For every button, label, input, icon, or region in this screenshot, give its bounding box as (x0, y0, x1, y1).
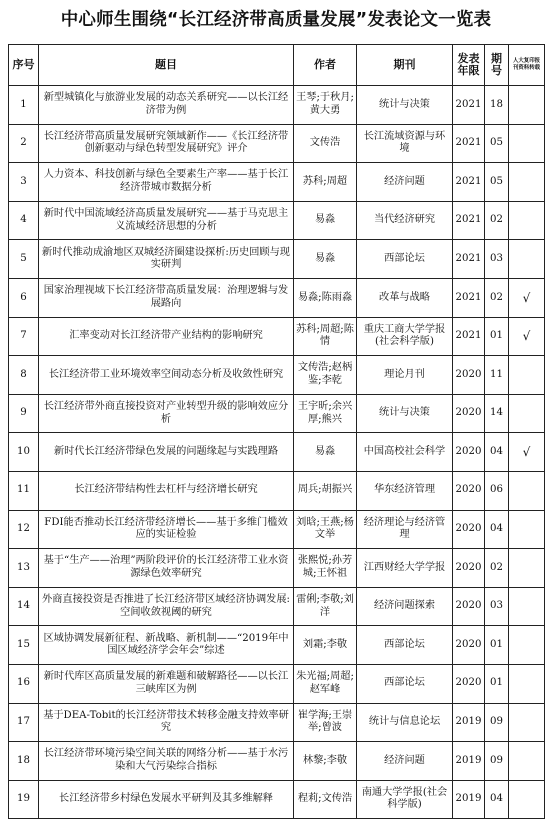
cell-no: 15 (9, 626, 39, 665)
cell-no: 5 (9, 240, 39, 279)
cell-reprint: √ (509, 317, 545, 356)
table-row (9, 742, 545, 781)
cell-author: 崔学海;王崇举;曾波 (294, 703, 357, 742)
cell-no: 12 (9, 510, 39, 549)
cell-issue: 02 (485, 549, 509, 588)
cell-year: 2020 (453, 433, 485, 472)
table-row (9, 201, 545, 240)
cell-reprint (509, 664, 545, 703)
cell-year: 2020 (453, 394, 485, 433)
header-year: 发表年限 (453, 45, 485, 86)
cell-no: 11 (9, 471, 39, 510)
cell-reprint (509, 549, 545, 588)
cell-no: 8 (9, 356, 39, 395)
cell-no: 4 (9, 201, 39, 240)
cell-journal: 西部论坛 (357, 664, 453, 703)
cell-year: 2020 (453, 471, 485, 510)
cell-journal: 西部论坛 (357, 240, 453, 279)
cell-reprint: √ (509, 433, 545, 472)
cell-issue: 14 (485, 394, 509, 433)
cell-reprint (509, 201, 545, 240)
cell-year: 2021 (453, 317, 485, 356)
cell-journal: 统计与决策 (357, 86, 453, 125)
cell-reprint (509, 394, 545, 433)
header-reprint: 人大复印报刊资料转载 (509, 45, 545, 86)
cell-title: 长江经济带乡村绿色发展水平研判及其多维解释 (39, 780, 294, 819)
cell-author: 王宇昕;余兴厚;熊兴 (294, 394, 357, 433)
cell-no: 16 (9, 664, 39, 703)
cell-author: 易淼 (294, 240, 357, 279)
cell-reprint (509, 356, 545, 395)
cell-no: 13 (9, 549, 39, 588)
cell-reprint (509, 703, 545, 742)
cell-author: 朱光福;周超;赵军峰 (294, 664, 357, 703)
cell-title: 人力资本、科技创新与绿色全要素生产率——基于长江经济带城市数据分析 (39, 163, 294, 202)
cell-title: 新时代库区高质量发展的新难题和破解路径——以长江三峡库区为例 (39, 664, 294, 703)
table-row (9, 626, 545, 665)
cell-title: 长江经济带环境污染空间关联的网络分析——基于水污染和大气污染综合指标 (39, 742, 294, 781)
cell-issue: 06 (485, 471, 509, 510)
cell-journal: 经济问题 (357, 163, 453, 202)
cell-author: 苏科;周超 (294, 163, 357, 202)
cell-issue: 02 (485, 201, 509, 240)
table-row (9, 86, 545, 125)
cell-issue: 05 (485, 124, 509, 163)
cell-no: 18 (9, 742, 39, 781)
cell-journal: 统计与决策 (357, 394, 453, 433)
cell-title: 汇率变动对长江经济带产业结构的影响研究 (39, 317, 294, 356)
cell-year: 2021 (453, 278, 485, 317)
table-row (9, 124, 545, 163)
cell-year: 2019 (453, 780, 485, 819)
cell-reprint (509, 240, 545, 279)
cell-title: 区域协调发展新征程、新战略、新机制——“2019年中国区域经济学会年会”综述 (39, 626, 294, 665)
table-row (9, 510, 545, 549)
cell-year: 2021 (453, 163, 485, 202)
cell-journal: 华东经济管理 (357, 471, 453, 510)
cell-title: 长江经济带高质量发展研究领域新作——《长江经济带创新驱动与绿色转型发展研究》评介 (39, 124, 294, 163)
cell-author: 易淼 (294, 433, 357, 472)
cell-year: 2021 (453, 86, 485, 125)
cell-author: 易淼;陈雨淼 (294, 278, 357, 317)
cell-title: 基于“生产——治理”两阶段评价的长江经济带工业水资源绿色效率研究 (39, 549, 294, 588)
cell-journal: 经济问题探索 (357, 587, 453, 626)
cell-reprint (509, 86, 545, 125)
cell-journal: 理论月刊 (357, 356, 453, 395)
header-no: 序号 (9, 45, 39, 86)
cell-author: 刘晗;王燕;杨文举 (294, 510, 357, 549)
papers-table (8, 44, 545, 819)
cell-journal: 经济问题 (357, 742, 453, 781)
cell-issue: 05 (485, 163, 509, 202)
cell-year: 2020 (453, 510, 485, 549)
cell-reprint (509, 780, 545, 819)
cell-title: 国家治理视域下长江经济带高质量发展：治理逻辑与发展路向 (39, 278, 294, 317)
cell-issue: 09 (485, 703, 509, 742)
cell-issue: 11 (485, 356, 509, 395)
cell-author: 易淼 (294, 201, 357, 240)
cell-no: 6 (9, 278, 39, 317)
cell-journal: 南通大学学报(社会科学版) (357, 780, 453, 819)
table-row (9, 240, 545, 279)
cell-no: 3 (9, 163, 39, 202)
cell-issue: 18 (485, 86, 509, 125)
cell-author: 张熙悦;孙芳城;王怀祖 (294, 549, 357, 588)
cell-title: FDI能否推动长江经济带经济增长——基于多维门槛效应的实证检验 (39, 510, 294, 549)
cell-title: 基于DEA-Tobit的长江经济带技术转移金融支持效率研究 (39, 703, 294, 742)
table-row (9, 394, 545, 433)
cell-journal: 重庆工商大学学报(社会科学版) (357, 317, 453, 356)
table-row (9, 356, 545, 395)
cell-issue: 01 (485, 664, 509, 703)
cell-no: 19 (9, 780, 39, 819)
cell-title: 新时代中国流域经济高质量发展研究——基于马克思主义流域经济思想的分析 (39, 201, 294, 240)
cell-reprint: √ (509, 278, 545, 317)
cell-title: 新型城镇化与旅游业发展的动态关系研究——以长江经济带为例 (39, 86, 294, 125)
cell-issue: 01 (485, 317, 509, 356)
cell-reprint (509, 510, 545, 549)
cell-no: 17 (9, 703, 39, 742)
cell-reprint (509, 471, 545, 510)
cell-year: 2020 (453, 549, 485, 588)
cell-title: 新时代推动成渝地区双城经济圈建设探析:历史回顾与现实研判 (39, 240, 294, 279)
cell-author: 文传浩 (294, 124, 357, 163)
cell-year: 2021 (453, 240, 485, 279)
cell-journal: 长江流域资源与环境 (357, 124, 453, 163)
cell-title: 外商直接投资是否推进了长江经济带区域经济协调发展:空间收敛视阈的研究 (39, 587, 294, 626)
cell-title: 长江经济带工业环境效率空间动态分析及收敛性研究 (39, 356, 294, 395)
cell-reprint (509, 163, 545, 202)
cell-author: 文传浩;赵柄鉴;李乾 (294, 356, 357, 395)
cell-journal: 经济理论与经济管理 (357, 510, 453, 549)
table-row (9, 549, 545, 588)
cell-journal: 中国高校社会科学 (357, 433, 453, 472)
cell-issue: 02 (485, 278, 509, 317)
table-row (9, 471, 545, 510)
cell-journal: 江西财经大学学报 (357, 549, 453, 588)
cell-author: 周兵;胡振兴 (294, 471, 357, 510)
cell-journal: 西部论坛 (357, 626, 453, 665)
table-header-row (9, 45, 545, 86)
cell-no: 1 (9, 86, 39, 125)
cell-issue: 03 (485, 240, 509, 279)
cell-reprint (509, 124, 545, 163)
cell-author: 程莉;文传浩 (294, 780, 357, 819)
cell-author: 林黎;李敬 (294, 742, 357, 781)
table-row (9, 587, 545, 626)
cell-issue: 04 (485, 433, 509, 472)
table-row (9, 664, 545, 703)
cell-issue: 01 (485, 626, 509, 665)
cell-no: 14 (9, 587, 39, 626)
cell-journal: 统计与信息论坛 (357, 703, 453, 742)
cell-issue: 04 (485, 780, 509, 819)
cell-year: 2020 (453, 664, 485, 703)
cell-year: 2019 (453, 703, 485, 742)
cell-year: 2021 (453, 124, 485, 163)
cell-issue: 04 (485, 510, 509, 549)
page-title: 中心师生围绕“长江经济带高质量发展”发表论文一览表 (60, 10, 492, 30)
cell-no: 9 (9, 394, 39, 433)
cell-journal: 当代经济研究 (357, 201, 453, 240)
cell-year: 2021 (453, 201, 485, 240)
cell-year: 2019 (453, 742, 485, 781)
table-row (9, 317, 545, 356)
cell-reprint (509, 587, 545, 626)
cell-no: 2 (9, 124, 39, 163)
table-row (9, 703, 545, 742)
cell-year: 2020 (453, 626, 485, 665)
cell-year: 2020 (453, 587, 485, 626)
cell-title: 新时代长江经济带绿色发展的问题缘起与实践理路 (39, 433, 294, 472)
cell-issue: 09 (485, 742, 509, 781)
table-row (9, 163, 545, 202)
cell-issue: 03 (485, 587, 509, 626)
header-journal: 期刊 (357, 45, 453, 86)
table-row (9, 433, 545, 472)
cell-no: 7 (9, 317, 39, 356)
cell-title: 长江经济带结构性去杠杆与经济增长研究 (39, 471, 294, 510)
table-row (9, 278, 545, 317)
table-row (9, 780, 545, 819)
header-issue: 期号 (485, 45, 509, 86)
cell-author: 雷俐;李敬;刘洋 (294, 587, 357, 626)
cell-reprint (509, 626, 545, 665)
cell-year: 2020 (453, 356, 485, 395)
cell-author: 刘霜;李敬 (294, 626, 357, 665)
cell-journal: 改革与战略 (357, 278, 453, 317)
header-title: 题目 (39, 45, 294, 86)
cell-reprint (509, 742, 545, 781)
cell-no: 10 (9, 433, 39, 472)
cell-author: 苏科;周超;陈情 (294, 317, 357, 356)
cell-title: 长江经济带外商直接投资对产业转型升级的影响效应分析 (39, 394, 294, 433)
header-author: 作者 (294, 45, 357, 86)
cell-author: 王琴;于秋月;黄大勇 (294, 86, 357, 125)
